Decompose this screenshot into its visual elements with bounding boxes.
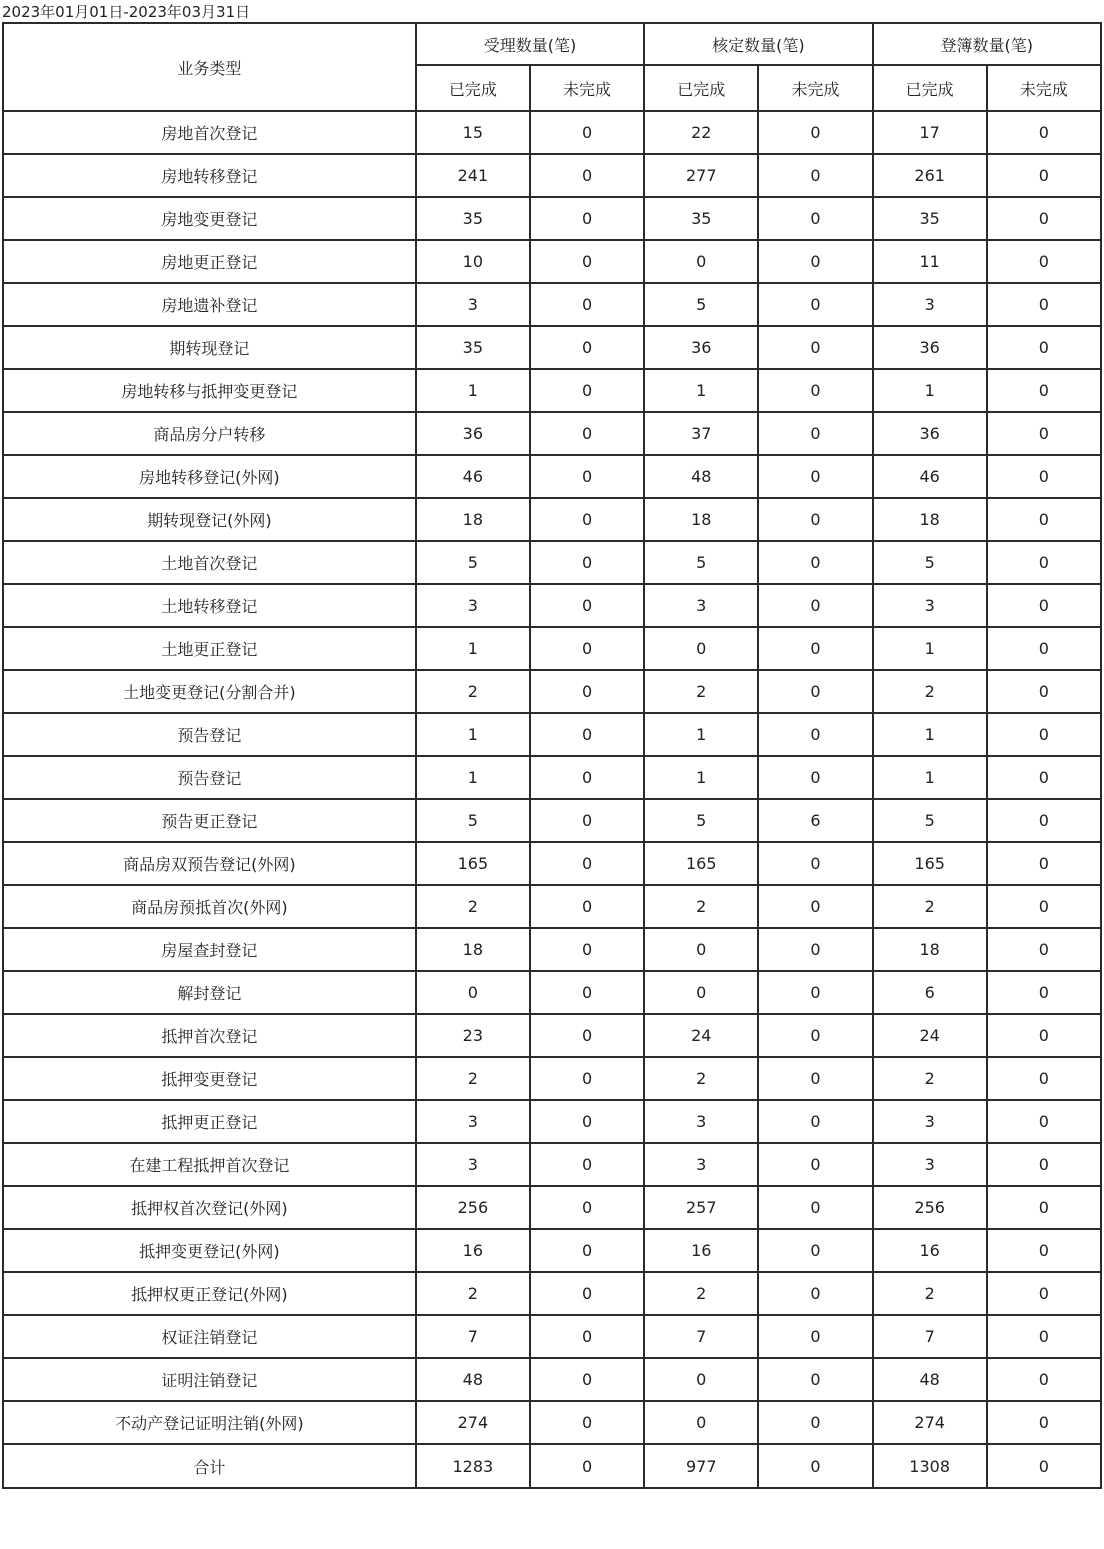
cell-verify-pending: 0 [758, 1358, 872, 1401]
cell-register-done: 165 [873, 842, 987, 885]
table-row [3, 842, 1101, 885]
cell-register-done: 11 [873, 240, 987, 283]
cell-register-pending: 0 [987, 412, 1101, 455]
cell-register-done: 2 [873, 1272, 987, 1315]
cell-business-type: 抵押首次登记 [3, 1014, 416, 1057]
cell-business-type: 房地转移登记(外网) [3, 455, 416, 498]
cell-verify-pending: 0 [758, 1272, 872, 1315]
cell-business-type: 房地更正登记 [3, 240, 416, 283]
cell-register-done: 1 [873, 713, 987, 756]
header-accept-count: 受理数量(笔) [416, 23, 644, 65]
cell-verify-done: 2 [644, 885, 758, 928]
cell-verify-pending: 0 [758, 584, 872, 627]
cell-verify-pending: 0 [758, 1315, 872, 1358]
cell-register-done: 5 [873, 541, 987, 584]
cell-business-type: 解封登记 [3, 971, 416, 1014]
cell-verify-pending: 0 [758, 670, 872, 713]
cell-business-type: 土地更正登记 [3, 627, 416, 670]
cell-verify-pending: 0 [758, 111, 872, 154]
cell-register-done: 1 [873, 756, 987, 799]
table-row [3, 1358, 1101, 1401]
cell-business-type: 土地变更登记(分割合并) [3, 670, 416, 713]
cell-register-pending: 0 [987, 240, 1101, 283]
table-row [3, 928, 1101, 971]
cell-business-type: 土地转移登记 [3, 584, 416, 627]
cell-verify-done: 24 [644, 1014, 758, 1057]
cell-business-type: 抵押变更登记(外网) [3, 1229, 416, 1272]
table-row [3, 111, 1101, 154]
cell-accept-pending: 0 [530, 756, 644, 799]
table-row [3, 584, 1101, 627]
cell-verify-pending: 0 [758, 197, 872, 240]
cell-accept-pending: 0 [530, 1358, 644, 1401]
cell-register-pending: 0 [987, 756, 1101, 799]
table-row [3, 197, 1101, 240]
cell-accept-done: 2 [416, 1057, 530, 1100]
cell-business-type: 抵押更正登记 [3, 1100, 416, 1143]
cell-verify-pending: 0 [758, 326, 872, 369]
table-row [3, 412, 1101, 455]
header-accept-done: 已完成 [416, 65, 530, 111]
cell-accept-done: 1 [416, 713, 530, 756]
table-row [3, 1401, 1101, 1444]
cell-accept-done: 35 [416, 326, 530, 369]
table-row [3, 713, 1101, 756]
cell-verify-pending: 0 [758, 1143, 872, 1186]
cell-register-pending: 0 [987, 584, 1101, 627]
cell-business-type: 房地遗补登记 [3, 283, 416, 326]
cell-verify-pending: 0 [758, 885, 872, 928]
cell-register-done: 17 [873, 111, 987, 154]
cell-verify-pending: 0 [758, 154, 872, 197]
cell-accept-pending: 0 [530, 1315, 644, 1358]
cell-register-pending: 0 [987, 1014, 1101, 1057]
cell-verify-pending: 0 [758, 1186, 872, 1229]
cell-accept-pending: 0 [530, 1100, 644, 1143]
cell-verify-done: 0 [644, 240, 758, 283]
table-row [3, 885, 1101, 928]
cell-business-type: 房地首次登记 [3, 111, 416, 154]
statistics-table [2, 22, 1102, 1489]
cell-verify-done: 0 [644, 928, 758, 971]
cell-accept-done: 18 [416, 498, 530, 541]
cell-verify-pending: 0 [758, 928, 872, 971]
cell-register-done: 261 [873, 154, 987, 197]
cell-accept-pending: 0 [530, 455, 644, 498]
cell-business-type: 房地转移登记 [3, 154, 416, 197]
cell-business-type: 商品房预抵首次(外网) [3, 885, 416, 928]
cell-accept-pending: 0 [530, 154, 644, 197]
cell-register-pending: 0 [987, 1444, 1101, 1488]
cell-business-type: 期转现登记 [3, 326, 416, 369]
cell-register-pending: 0 [987, 326, 1101, 369]
table-row [3, 971, 1101, 1014]
cell-business-type: 在建工程抵押首次登记 [3, 1143, 416, 1186]
cell-verify-pending: 0 [758, 1057, 872, 1100]
cell-accept-done: 5 [416, 799, 530, 842]
cell-register-pending: 0 [987, 498, 1101, 541]
table-row [3, 1186, 1101, 1229]
cell-accept-done: 1283 [416, 1444, 530, 1488]
table-row [3, 1057, 1101, 1100]
cell-register-done: 3 [873, 584, 987, 627]
cell-register-done: 18 [873, 498, 987, 541]
header-register-done: 已完成 [873, 65, 987, 111]
cell-register-done: 35 [873, 197, 987, 240]
cell-register-pending: 0 [987, 1100, 1101, 1143]
cell-accept-done: 256 [416, 1186, 530, 1229]
cell-accept-done: 165 [416, 842, 530, 885]
cell-accept-pending: 0 [530, 283, 644, 326]
cell-verify-done: 3 [644, 1143, 758, 1186]
cell-verify-done: 5 [644, 799, 758, 842]
cell-register-pending: 0 [987, 1315, 1101, 1358]
cell-verify-pending: 0 [758, 713, 872, 756]
cell-verify-done: 165 [644, 842, 758, 885]
cell-verify-done: 7 [644, 1315, 758, 1358]
cell-register-pending: 0 [987, 455, 1101, 498]
cell-accept-pending: 0 [530, 369, 644, 412]
table-row [3, 670, 1101, 713]
cell-accept-pending: 0 [530, 627, 644, 670]
cell-register-pending: 0 [987, 154, 1101, 197]
cell-verify-done: 48 [644, 455, 758, 498]
total-row [3, 1444, 1101, 1488]
cell-register-done: 36 [873, 326, 987, 369]
header-verify-done: 已完成 [644, 65, 758, 111]
cell-register-done: 18 [873, 928, 987, 971]
cell-register-done: 7 [873, 1315, 987, 1358]
cell-verify-done: 0 [644, 1401, 758, 1444]
table-row [3, 1272, 1101, 1315]
cell-verify-pending: 0 [758, 412, 872, 455]
cell-accept-done: 1 [416, 369, 530, 412]
cell-business-type: 合计 [3, 1444, 416, 1488]
cell-verify-pending: 0 [758, 455, 872, 498]
cell-verify-done: 0 [644, 1358, 758, 1401]
cell-register-pending: 0 [987, 627, 1101, 670]
cell-accept-done: 0 [416, 971, 530, 1014]
table-row [3, 369, 1101, 412]
cell-accept-pending: 0 [530, 1186, 644, 1229]
cell-verify-done: 36 [644, 326, 758, 369]
cell-register-pending: 0 [987, 1272, 1101, 1315]
cell-accept-pending: 0 [530, 197, 644, 240]
cell-register-pending: 0 [987, 842, 1101, 885]
cell-accept-done: 5 [416, 541, 530, 584]
header-row-groups [3, 23, 1101, 65]
cell-accept-pending: 0 [530, 326, 644, 369]
cell-verify-done: 277 [644, 154, 758, 197]
cell-accept-pending: 0 [530, 584, 644, 627]
cell-register-done: 36 [873, 412, 987, 455]
cell-business-type: 房地变更登记 [3, 197, 416, 240]
cell-business-type: 商品房双预告登记(外网) [3, 842, 416, 885]
cell-accept-done: 241 [416, 154, 530, 197]
cell-business-type: 土地首次登记 [3, 541, 416, 584]
cell-verify-done: 2 [644, 1057, 758, 1100]
cell-accept-done: 36 [416, 412, 530, 455]
table-row [3, 154, 1101, 197]
cell-verify-done: 977 [644, 1444, 758, 1488]
cell-accept-done: 18 [416, 928, 530, 971]
cell-verify-done: 0 [644, 627, 758, 670]
header-register-count: 登簿数量(笔) [873, 23, 1101, 65]
cell-business-type: 预告登记 [3, 756, 416, 799]
cell-verify-done: 3 [644, 584, 758, 627]
table-row [3, 240, 1101, 283]
cell-business-type: 预告更正登记 [3, 799, 416, 842]
header-verify-count: 核定数量(笔) [644, 23, 872, 65]
cell-accept-done: 48 [416, 1358, 530, 1401]
cell-business-type: 期转现登记(外网) [3, 498, 416, 541]
cell-accept-done: 3 [416, 1143, 530, 1186]
cell-accept-pending: 0 [530, 713, 644, 756]
cell-accept-pending: 0 [530, 885, 644, 928]
cell-accept-done: 7 [416, 1315, 530, 1358]
cell-accept-done: 2 [416, 670, 530, 713]
cell-business-type: 预告登记 [3, 713, 416, 756]
cell-accept-pending: 0 [530, 1229, 644, 1272]
cell-register-done: 5 [873, 799, 987, 842]
cell-business-type: 房地转移与抵押变更登记 [3, 369, 416, 412]
cell-accept-done: 3 [416, 1100, 530, 1143]
cell-verify-pending: 0 [758, 1444, 872, 1488]
cell-register-pending: 0 [987, 885, 1101, 928]
cell-verify-done: 5 [644, 541, 758, 584]
cell-verify-pending: 0 [758, 1401, 872, 1444]
cell-register-done: 274 [873, 1401, 987, 1444]
cell-verify-done: 37 [644, 412, 758, 455]
cell-verify-pending: 0 [758, 1100, 872, 1143]
cell-register-done: 46 [873, 455, 987, 498]
cell-accept-done: 23 [416, 1014, 530, 1057]
cell-register-pending: 0 [987, 670, 1101, 713]
cell-register-done: 1 [873, 627, 987, 670]
cell-verify-pending: 0 [758, 498, 872, 541]
cell-accept-pending: 0 [530, 1014, 644, 1057]
cell-accept-pending: 0 [530, 1272, 644, 1315]
table-row [3, 1143, 1101, 1186]
table-row [3, 283, 1101, 326]
cell-register-pending: 0 [987, 799, 1101, 842]
cell-verify-done: 22 [644, 111, 758, 154]
cell-accept-pending: 0 [530, 1401, 644, 1444]
cell-register-pending: 0 [987, 1057, 1101, 1100]
cell-business-type: 权证注销登记 [3, 1315, 416, 1358]
cell-business-type: 证明注销登记 [3, 1358, 416, 1401]
table-row [3, 627, 1101, 670]
cell-verify-done: 257 [644, 1186, 758, 1229]
cell-business-type: 不动产登记证明注销(外网) [3, 1401, 416, 1444]
header-verify-pending: 未完成 [758, 65, 872, 111]
cell-accept-pending: 0 [530, 111, 644, 154]
table-row [3, 498, 1101, 541]
cell-verify-done: 1 [644, 756, 758, 799]
table-row [3, 1014, 1101, 1057]
cell-register-done: 3 [873, 283, 987, 326]
cell-register-done: 2 [873, 1057, 987, 1100]
cell-verify-done: 1 [644, 369, 758, 412]
cell-business-type: 抵押权更正登记(外网) [3, 1272, 416, 1315]
table-body [3, 111, 1101, 1488]
cell-verify-done: 0 [644, 971, 758, 1014]
cell-business-type: 抵押变更登记 [3, 1057, 416, 1100]
cell-verify-pending: 0 [758, 541, 872, 584]
cell-accept-done: 35 [416, 197, 530, 240]
cell-register-pending: 0 [987, 1186, 1101, 1229]
cell-accept-done: 2 [416, 1272, 530, 1315]
cell-register-pending: 0 [987, 1358, 1101, 1401]
cell-accept-pending: 0 [530, 1444, 644, 1488]
cell-verify-done: 2 [644, 1272, 758, 1315]
table-row [3, 756, 1101, 799]
cell-accept-done: 3 [416, 584, 530, 627]
cell-register-pending: 0 [987, 197, 1101, 240]
cell-accept-done: 1 [416, 756, 530, 799]
cell-accept-pending: 0 [530, 1057, 644, 1100]
header-register-pending: 未完成 [987, 65, 1101, 111]
cell-register-pending: 0 [987, 713, 1101, 756]
cell-register-pending: 0 [987, 1229, 1101, 1272]
table-row [3, 799, 1101, 842]
cell-accept-done: 274 [416, 1401, 530, 1444]
cell-accept-pending: 0 [530, 541, 644, 584]
cell-register-done: 3 [873, 1100, 987, 1143]
header-accept-pending: 未完成 [530, 65, 644, 111]
cell-register-done: 2 [873, 885, 987, 928]
cell-register-pending: 0 [987, 1401, 1101, 1444]
table-row [3, 326, 1101, 369]
cell-business-type: 商品房分户转移 [3, 412, 416, 455]
table-row [3, 1100, 1101, 1143]
cell-register-pending: 0 [987, 1143, 1101, 1186]
cell-register-pending: 0 [987, 928, 1101, 971]
cell-verify-done: 18 [644, 498, 758, 541]
cell-accept-done: 16 [416, 1229, 530, 1272]
cell-verify-pending: 0 [758, 1229, 872, 1272]
cell-accept-pending: 0 [530, 240, 644, 283]
cell-verify-done: 16 [644, 1229, 758, 1272]
cell-register-pending: 0 [987, 369, 1101, 412]
cell-accept-done: 3 [416, 283, 530, 326]
cell-accept-done: 10 [416, 240, 530, 283]
cell-accept-pending: 0 [530, 928, 644, 971]
cell-register-done: 3 [873, 1143, 987, 1186]
cell-verify-pending: 0 [758, 369, 872, 412]
table-row [3, 1229, 1101, 1272]
cell-accept-done: 1 [416, 627, 530, 670]
cell-verify-pending: 0 [758, 842, 872, 885]
cell-verify-pending: 0 [758, 240, 872, 283]
cell-verify-done: 2 [644, 670, 758, 713]
cell-verify-pending: 0 [758, 1014, 872, 1057]
cell-register-done: 2 [873, 670, 987, 713]
table-row [3, 541, 1101, 584]
cell-accept-pending: 0 [530, 412, 644, 455]
cell-accept-done: 2 [416, 885, 530, 928]
cell-register-done: 6 [873, 971, 987, 1014]
cell-verify-done: 1 [644, 713, 758, 756]
cell-register-done: 1308 [873, 1444, 987, 1488]
cell-verify-pending: 0 [758, 756, 872, 799]
cell-register-done: 1 [873, 369, 987, 412]
date-range: 2023年01月01日-2023年03月31日 [2, 3, 251, 21]
cell-register-pending: 0 [987, 541, 1101, 584]
cell-verify-done: 5 [644, 283, 758, 326]
cell-verify-pending: 0 [758, 283, 872, 326]
table-header [3, 23, 1101, 111]
table-row [3, 455, 1101, 498]
cell-register-pending: 0 [987, 283, 1101, 326]
cell-accept-pending: 0 [530, 498, 644, 541]
cell-accept-pending: 0 [530, 971, 644, 1014]
cell-register-done: 256 [873, 1186, 987, 1229]
cell-register-pending: 0 [987, 971, 1101, 1014]
cell-register-done: 24 [873, 1014, 987, 1057]
cell-accept-done: 46 [416, 455, 530, 498]
cell-accept-pending: 0 [530, 1143, 644, 1186]
table-row [3, 1315, 1101, 1358]
cell-accept-pending: 0 [530, 842, 644, 885]
cell-accept-done: 15 [416, 111, 530, 154]
cell-verify-done: 3 [644, 1100, 758, 1143]
cell-verify-pending: 0 [758, 627, 872, 670]
header-business-type: 业务类型 [3, 23, 416, 111]
cell-accept-pending: 0 [530, 670, 644, 713]
cell-verify-pending: 6 [758, 799, 872, 842]
cell-register-done: 48 [873, 1358, 987, 1401]
cell-register-pending: 0 [987, 111, 1101, 154]
cell-register-done: 16 [873, 1229, 987, 1272]
cell-business-type: 房屋查封登记 [3, 928, 416, 971]
cell-verify-pending: 0 [758, 971, 872, 1014]
cell-accept-pending: 0 [530, 799, 644, 842]
cell-verify-done: 35 [644, 197, 758, 240]
cell-business-type: 抵押权首次登记(外网) [3, 1186, 416, 1229]
